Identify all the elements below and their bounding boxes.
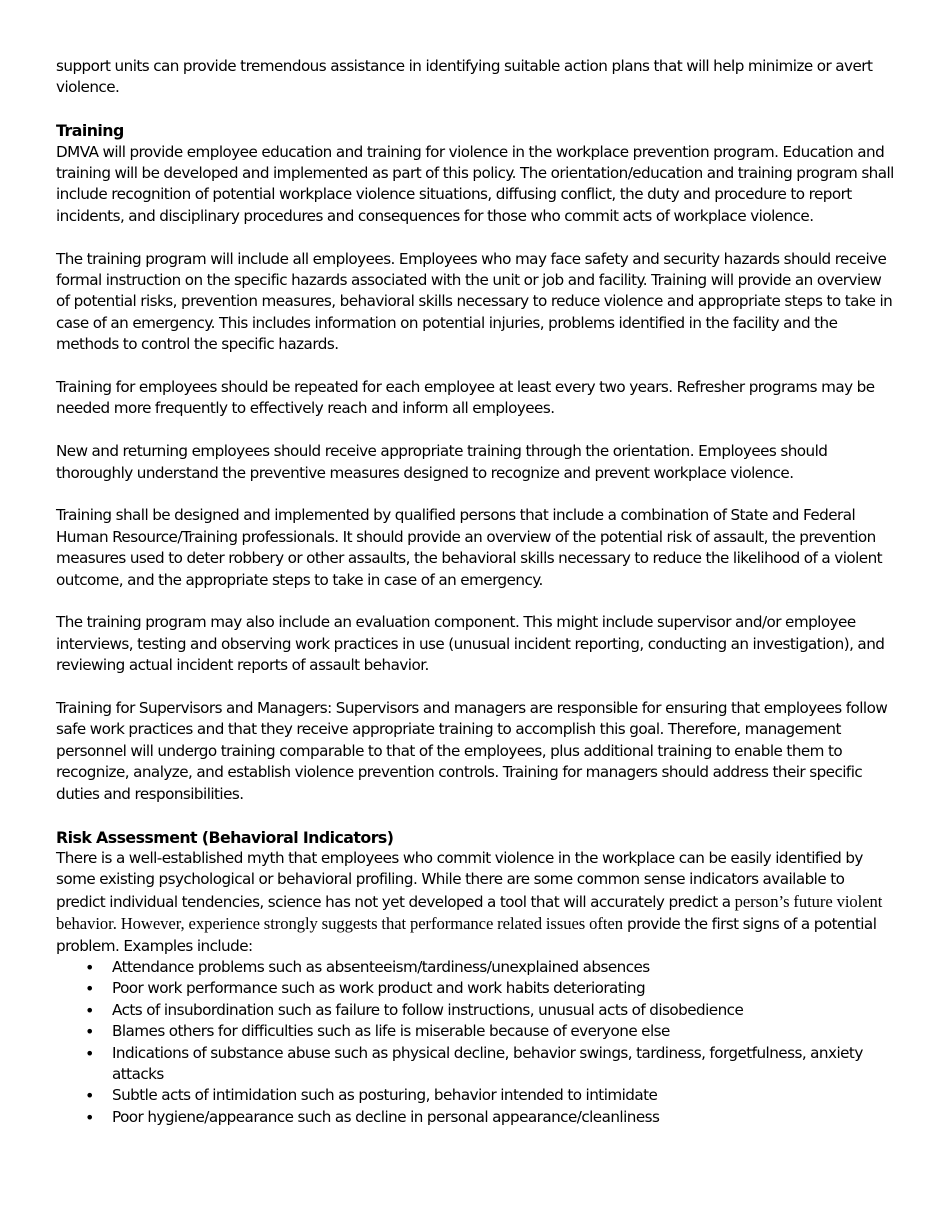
list-item: • Poor hygiene/appearance such as decline in personal appearance/cleanliness [112,1107,894,1128]
risk-intro-serif: person’s future violent behavior. However, experience strongly suggests that performance related issues often [56,891,883,934]
risk-intro-part2: provide the first signs of a potential problem. Examples include: [56,915,877,955]
training-paragraph: DMVA will provide employee education and training for violence in the workplace prevention program. Education and training will be developed and implemented as part of this policy. The orientation/education and training program shall include recognition of potential workplace violence situations, diffusing conflict, the duty and procedure to report incidents, and disciplinary procedures and consequences for those who commit acts of workplace violence. [56,142,894,225]
list-item: • Attendance problems such as absenteeism/tardiness/unexplained absences [112,957,894,978]
training-paragraph: Training for employees should be repeated for each employee at least every two years. Refresher programs may be needed more frequently to effectively reach and inform all employees. [56,378,875,418]
list-item: • Poor work performance such as work product and work habits deteriorating [112,978,894,999]
risk-assessment-heading: Risk Assessment (Behavioral Indicators) [56,827,394,847]
document-page [56,56,894,1128]
behavioral-indicators-list [56,957,894,1128]
risk-assessment-intro [56,848,894,957]
training-section [56,120,894,805]
list-item: • Indications of substance abuse such as physical decline, behavior swings, tardiness, forgetfulness, anxiety attacks [112,1043,894,1086]
intro-fragment: support units can provide tremendous assistance in identifying suitable action plans that will help minimize or avert violence. [56,57,873,97]
training-paragraph: New and returning employees should receive appropriate training through the orientation. Employees should thoroughly understand the preventive measures designed to recognize and prevent workplace violence. [56,442,828,482]
list-item: • Subtle acts of intimidation such as posturing, behavior intended to intimidate [112,1085,894,1106]
training-heading: Training [56,121,124,141]
list-item: • Acts of insubordination such as failure to follow instructions, unusual acts of disobedience [112,1000,894,1021]
risk-assessment-section [56,827,894,1129]
risk-intro-part1: There is a well-established myth that employees who commit violence in the workplace can be easily identified by some existing psychological or behavioral profiling. While there are some common sense indicators available to predict individual tendencies, science has not yet developed a tool that will accurately predict a [56,848,863,911]
list-item: • Blames others for difficulties such as life is miserable because of everyone else [112,1021,894,1042]
training-paragraph: Training shall be designed and implemented by qualified persons that include a combination of State and Federal Human Resource/Training professionals. It should provide an overview of the potential risk of assault, the prevention measures used to deter robbery or other assaults, the behavioral skills necessary to reduce the likelihood of a violent outcome, and the appropriate steps to take in case of an emergency. [56,506,883,589]
training-paragraph: The training program will include all employees. Employees who may face safety and security hazards should receive formal instruction on the specific hazards associated with the unit or job and facility. Training will provide an overview of potential risks, prevention measures, behavioral skills necessary to reduce violence and appropriate steps to take in case of an emergency. This includes information on potential injuries, problems identified in the facility and the methods to control the specific hazards. [56,249,893,354]
training-paragraph: Training for Supervisors and Managers: Supervisors and managers are responsible for ensuring that employees follow safe work practices and that they receive appropriate training to accomplish this goal. Therefore, management personnel will undergo training comparable to that of the employees, plus additional training to enable them to recognize, analyze, and establish violence prevention controls. Training for managers should address their specific duties and responsibilities. [56,699,888,803]
training-paragraph: The training program may also include an evaluation component. This might include supervisor and/or employee interviews, testing and observing work practices in use (unusual incident reporting, conducting an investigation), and reviewing actual incident reports of assault behavior. [56,613,885,675]
